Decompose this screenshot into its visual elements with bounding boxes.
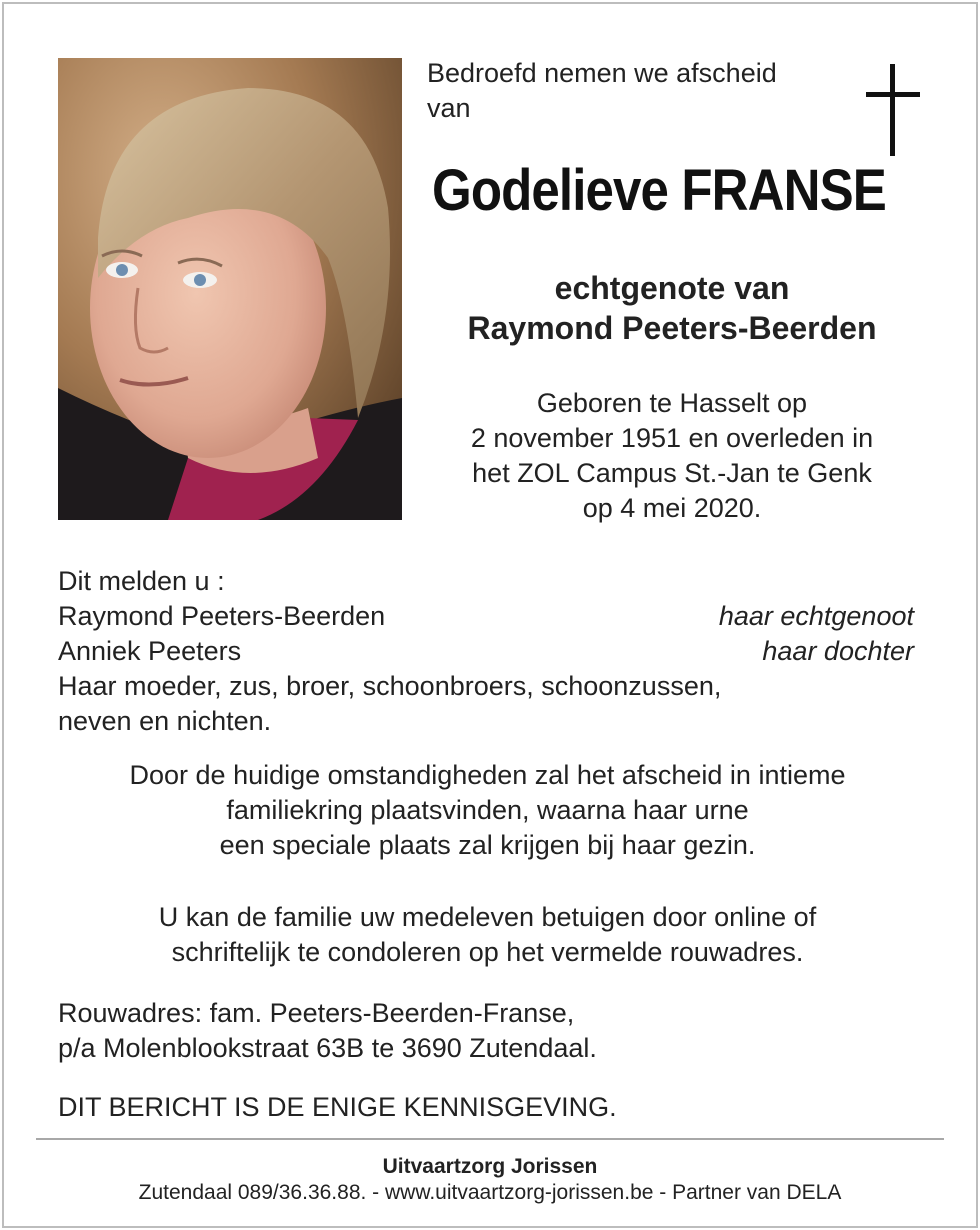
footer-company: Uitvaartzorg Jorissen: [382, 1155, 598, 1178]
mourner-row: [58, 599, 918, 634]
portrait-photo: [58, 58, 402, 520]
announcement-block: [58, 564, 918, 739]
mourner-relation: haar dochter: [762, 636, 914, 666]
condolence-line: U kan de familie uw medeleven betuigen door online of: [158, 902, 817, 932]
intro-line: Bedroefd nemen we afscheid: [427, 58, 777, 88]
birth-line: 2 november 1951 en overleden in: [470, 423, 874, 453]
intro-text: [427, 56, 847, 126]
family-line: neven en nichten.: [58, 706, 272, 736]
ceremony-block: [40, 758, 935, 863]
condolence-line: schriftelijk te condoleren op het vermelde rouwadres.: [171, 937, 804, 967]
notice-text: DIT BERICHT IS DE ENIGE KENNISGEVING.: [58, 1092, 617, 1122]
birth-line: op 4 mei 2020.: [582, 493, 762, 523]
ceremony-line: een speciale plaats zal krijgen bij haar gezin.: [219, 830, 756, 860]
deceased-name: Godelieve FRANSE: [432, 158, 886, 223]
birth-line: Geboren te Hasselt op: [536, 388, 808, 418]
ceremony-line: Door de huidige omstandigheden zal het afscheid in intieme: [129, 760, 846, 790]
family-line: Haar moeder, zus, broer, schoonbroers, schoonzussen,: [58, 671, 722, 701]
ceremony-line: familiekring plaatsvinden, waarna haar urne: [226, 795, 749, 825]
spouse-block: [412, 268, 932, 348]
spouse-name: Raymond Peeters-Beerden: [467, 310, 877, 346]
announcement-heading: Dit melden u :: [58, 566, 225, 596]
cross-icon: [866, 64, 920, 156]
address-line: p/a Molenblookstraat 63B te 3690 Zutendaal.: [58, 1033, 597, 1063]
intro-line: van: [427, 93, 471, 123]
mourner-name: Raymond Peeters-Beerden: [58, 601, 386, 631]
portrait-illustration: [58, 58, 402, 520]
condolence-block: [40, 900, 935, 970]
birth-death-block: [412, 386, 932, 526]
address-line: Rouwadres: fam. Peeters-Beerden-Franse,: [58, 998, 575, 1028]
mourner-relation: haar echtgenoot: [718, 601, 914, 631]
footer-divider: [36, 1138, 944, 1140]
spouse-line: echtgenote van: [554, 270, 790, 306]
footer-contact: Zutendaal 089/36.36.88. - www.uitvaartzorg-jorissen.be - Partner van DELA: [138, 1181, 842, 1204]
mourner-name: Anniek Peeters: [58, 636, 242, 666]
mourner-row: [58, 634, 918, 669]
birth-line: het ZOL Campus St.-Jan te Genk: [472, 458, 872, 488]
address-block: [58, 996, 918, 1066]
